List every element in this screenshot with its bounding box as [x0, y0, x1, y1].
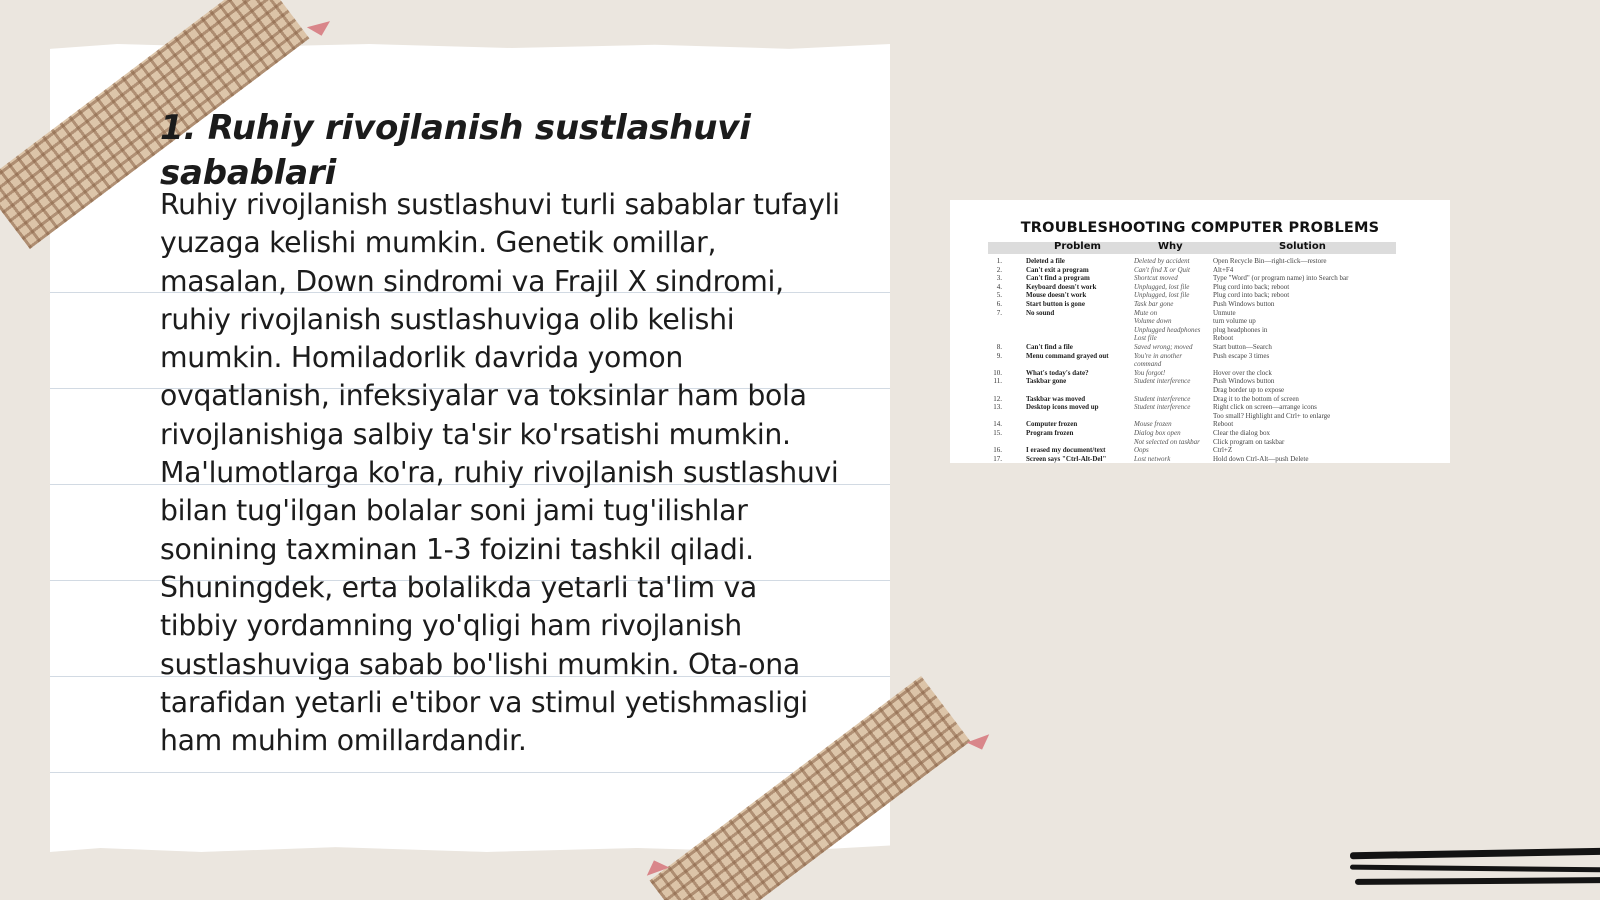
tape-tab-decoration	[967, 734, 994, 753]
table-cell-problem: Keyboard doesn't work	[1026, 282, 1097, 291]
table-cell-solution: Plug cord into back; reboot	[1213, 291, 1290, 300]
table-cell-why: Task bar gone	[1134, 300, 1174, 308]
table-cell-solution: Push Windows button	[1213, 300, 1275, 308]
table-cell-why: Mute on	[1134, 308, 1158, 317]
table-cell-num: 5.	[996, 291, 1002, 300]
table-cell-why: Student interference	[1134, 377, 1191, 386]
table-cell-problem: Can't exit a program	[1026, 265, 1089, 274]
table-cell-num: 7.	[996, 308, 1002, 317]
table-cell-problem: Taskbar gone	[1026, 377, 1067, 386]
table-cell-solution: Clear the dialog box	[1213, 429, 1270, 437]
table-cell-num: 14.	[993, 420, 1002, 429]
table-cell-problem: Mouse doesn't work	[1026, 291, 1087, 300]
table-cell-problem: No sound	[1026, 308, 1055, 317]
table-cell-solution: Plug cord into back; reboot	[1213, 282, 1290, 291]
table-cell-why: Volume down	[1134, 317, 1172, 326]
table-cell-solution: Hold down Ctrl-Alt—push Delete	[1213, 454, 1309, 463]
table-cell-problem: Can't find a program	[1026, 274, 1090, 283]
table-cell-solution: Unmute	[1213, 308, 1236, 317]
brush-stroke	[1355, 877, 1600, 885]
table-cell-solution: Right click on screen—arrange icons	[1213, 403, 1317, 412]
table-cell-problem: Program frozen	[1026, 429, 1074, 437]
table-cell-problem: Desktop icons moved up	[1026, 403, 1099, 412]
table-cell-why: Not selected on taskbar	[1134, 437, 1200, 446]
brush-stroke	[1350, 865, 1600, 873]
table-cell-why: Student interference	[1134, 394, 1191, 403]
table-cell-problem: What's today's date?	[1026, 368, 1089, 377]
table-cell-why: Saved wrong; moved	[1134, 343, 1193, 351]
table-cell-problem: Start button is gone	[1026, 300, 1085, 308]
brush-stroke	[1350, 848, 1600, 860]
table-cell-why: Oops	[1134, 446, 1149, 455]
table-cell-solution: Push Windows button	[1213, 377, 1275, 386]
table-cell-why: Unplugged, lost file	[1134, 291, 1190, 300]
table-cell-why: Shortcut moved	[1134, 274, 1178, 283]
table-cell-problem: Computer frozen	[1026, 420, 1078, 429]
table-cell-solution: Drag border up to expose	[1213, 386, 1285, 394]
table-cell-num: 9.	[996, 351, 1002, 360]
handout-image	[950, 200, 1450, 463]
table-cell-num: 11.	[993, 377, 1002, 386]
table-cell-solution: Drag it to the bottom of screen	[1213, 394, 1299, 403]
table-cell-solution: Push escape 3 times	[1213, 351, 1270, 360]
column-header: Problem	[1054, 241, 1101, 252]
table-cell-why: Unplugged, lost file	[1134, 282, 1190, 291]
table-cell-why: You're in another	[1134, 351, 1183, 360]
table-cell-why: Unplugged headphones	[1134, 325, 1201, 334]
column-header: Solution	[1279, 241, 1326, 252]
table-cell-num: 8.	[996, 343, 1002, 351]
table-cell-solution: Too small? Highlight and Ctrl+ to enlarge	[1213, 411, 1331, 420]
table-cell-solution: Reboot	[1213, 420, 1234, 429]
table-cell-num: 10.	[993, 368, 1002, 377]
table-cell-num: 3.	[996, 274, 1002, 283]
table-cell-num: 16.	[993, 446, 1002, 455]
table-cell-solution: Hover over the clock	[1213, 368, 1272, 377]
paper-rule-line	[50, 772, 890, 773]
table-cell-num: 15.	[993, 429, 1002, 437]
table-cell-num: 2.	[996, 265, 1002, 274]
handout-title: TROUBLESHOOTING COMPUTER PROBLEMS	[1020, 220, 1380, 236]
table-cell-why: Lost network	[1134, 454, 1171, 463]
table-cell-solution: Type "Word" (or program name) into Search bar	[1213, 274, 1349, 283]
table-cell-solution: Click program on taskbar	[1213, 437, 1285, 446]
table-cell-solution: plug headphones in	[1213, 325, 1268, 334]
table-cell-num: 6.	[996, 300, 1002, 308]
table-cell-problem: Menu command grayed out	[1026, 351, 1109, 360]
table-cell-problem: Screen says "Ctrl-Alt-Del"	[1026, 454, 1107, 463]
table-cell-why: Student interference	[1134, 403, 1191, 412]
table-cell-num: 17.	[993, 454, 1002, 463]
table-cell-solution: Reboot	[1213, 334, 1234, 343]
table-cell-problem: Deleted a file	[1026, 257, 1065, 265]
slide-body-text: Ruhiy rivojlanish sustlashuvi turli sabablar tufayli yuzaga kelishi mumkin. Genetik omillar, masalan, Down sindromi va Frajil X sindromi, ruhiy rivojlanish sustlashuviga olib kelishi mumkin. Homiladorlik davrida yomon ovqatlanish, infeksiyalar va toksinlar ham bola rivojlanishiga salbiy ta'sir ko'rsatishi mumkin. Ma'lumotlarga ko'ra, ruhiy rivojlanish sustlashuvi bilan tug'ilgan bolalar soni jami tug'ilishlar sonining taxminan 1-3 foizini tashkil qiladi. Shuningdek, erta bolalikda yetarli ta'lim va tibbiy yordamning yo'qligi ham rivojlanish sustlashuviga sabab bo'lishi mumkin. Ota-ona tarafidan yetarli e'tibor va stimul yetishmasligi ham muhim omillardandir.	[160, 188, 840, 758]
table-cell-why: Can't find X or Quit	[1134, 265, 1190, 274]
table-cell-problem: Can't find a file	[1026, 343, 1073, 351]
table-row	[988, 455, 1396, 463]
table-cell-why: Dialog box open	[1134, 429, 1181, 437]
table-cell-solution: Start button—Search	[1213, 343, 1272, 351]
table-cell-num: 13.	[993, 403, 1002, 412]
table-cell-why: Mouse frozen	[1134, 420, 1172, 429]
table-cell-num: 1.	[996, 257, 1002, 265]
table-cell-num: 4.	[996, 282, 1002, 291]
table-cell-why: Lost file	[1134, 334, 1157, 343]
table-cell-why: You forgot!	[1134, 368, 1166, 377]
table-cell-problem: Taskbar was moved	[1026, 394, 1086, 403]
table-cell-solution: Open Recycle Bin—right-click—restore	[1213, 257, 1327, 265]
slide-title: 1. Ruhiy rivojlanish sustlashuvi sabablari	[160, 108, 751, 193]
table-cell-why: Deleted by accident	[1134, 257, 1190, 265]
table-cell-problem: I erased my document/text	[1026, 446, 1106, 455]
tape-tab-decoration	[307, 21, 333, 39]
table-cell-why: command	[1134, 360, 1162, 369]
column-header: Why	[1158, 241, 1183, 252]
table-cell-solution: Alt+F4	[1213, 265, 1234, 274]
table-cell-solution: Ctrl+Z	[1213, 446, 1233, 455]
table-cell-solution: turn volume up	[1213, 317, 1256, 326]
table-cell-num: 12.	[993, 394, 1002, 403]
handout-table-header	[988, 242, 1396, 254]
